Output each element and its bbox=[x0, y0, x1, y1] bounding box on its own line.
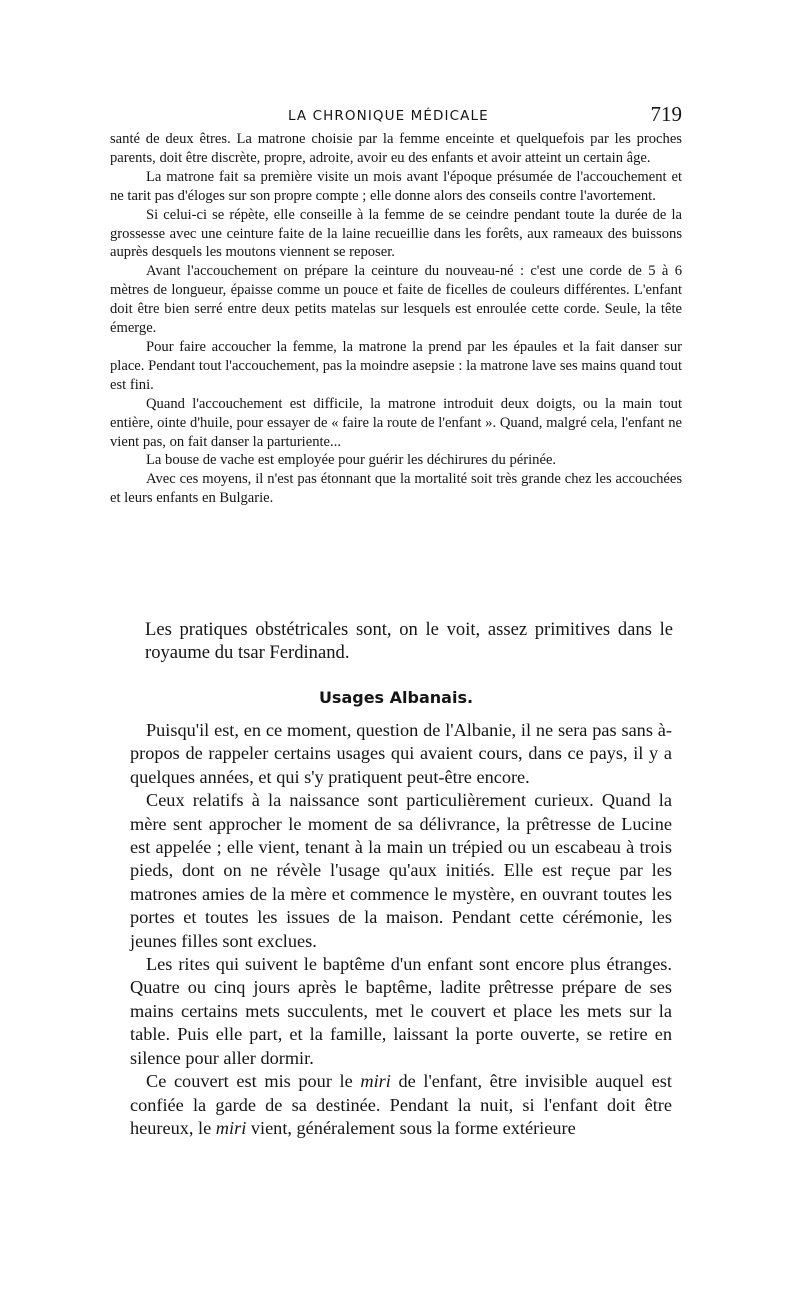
paragraph: Si celui-ci se répète, elle conseille à la femme de se ceindre pendant toute la durée de la grossesse avec une ceinture faite de la laine recueillie dans les forêts, aux rameaux des buissons auprès desquels les moutons viennent se reposer. bbox=[110, 206, 682, 261]
paragraph: Quand l'accouchement est difficile, la matrone introduit deux doigts, ou la main tout entière, ointe d'huile, pour essayer de « faire la route de l'enfant ». Quand, malgré cela, l'enfant ne vient pas, on fait danser la parturiente... bbox=[110, 395, 682, 450]
paragraph: Pour faire accoucher la femme, la matrone la prend par les épaules et la fait danser sur place. Pendant tout l'accouchement, pas la moindre asepsie : la matrone lave ses mains quand tout est fini. bbox=[110, 338, 682, 393]
albanian-customs-text bbox=[130, 719, 672, 1140]
paragraph: Avant l'accouchement on prépare la ceinture du nouveau-né : c'est une corde de 5 à 6 mètres de longueur, épaisse comme un pouce et faite de ficelles de couleurs différentes. L'enfant doit être bien serré entre deux petits matelas sur lesquels est enroulée cette corde. Seule, la tête émerge. bbox=[110, 263, 682, 337]
paragraph: Les rites qui suivent le baptême d'un enfant sont encore plus étranges. Quatre ou cinq jours après le baptême, ladite prêtresse prépare de ses mains certains mets succulents, met le couvert et place les mets sur la table. Puis elle part, et la famille, laissant la porte ouverte, se retire en silence pour aller dormir. bbox=[130, 954, 672, 1068]
paragraph: La matrone fait sa première visite un mois avant l'époque présumée de l'accouchement et ne tarit pas d'éloges sur son propre compte ; elle donne alors des conseils contre l'avortement. bbox=[110, 168, 682, 204]
text-fragment: vient, généralement sous la forme extérieure bbox=[246, 1117, 576, 1138]
page-number: 719 bbox=[650, 102, 682, 126]
paragraph: Puisqu'il est, en ce moment, question de l'Albanie, il ne sera pas sans à-propos de rappeler certains usages qui avaient cours, dans ce pays, il y a quelques années, et qui s'y pratiquent peut-être encore. bbox=[130, 720, 672, 787]
text-fragment: de l'enfant, être invisible auquel est confiée la garde de sa destinée. Pendant la nuit, si l'enfant doit être heureux, le bbox=[130, 1071, 672, 1138]
text-fragment: Ce couvert est mis pour le bbox=[146, 1071, 361, 1092]
paragraph: santé de deux êtres. La matrone choisie par la femme enceinte et quelquefois par les proches parents, doit être discrète, propre, adroite, avoir eu des enfants et avoir atteint un certain âge. bbox=[110, 131, 682, 166]
journal-title: LA CHRONIQUE MÉDICALE bbox=[288, 108, 489, 124]
paragraph bbox=[130, 1070, 672, 1140]
paragraph: La bouse de vache est employée pour guérir les déchirures du périnée. bbox=[146, 452, 557, 469]
italic-term: miri bbox=[215, 1117, 247, 1138]
conclusion-paragraph: Les pratiques obstétricales sont, on le voit, assez primitives dans le royaume du tsar Ferdinand. bbox=[145, 619, 673, 663]
italic-term: miri bbox=[360, 1071, 391, 1092]
paragraph: Ceux relatifs à la naissance sont particulièrement curieux. Quand la mère sent approcher le moment de sa délivrance, la prêtresse de Lucine est appelée ; elle vient, tenant à la main un trépied ou un escabeau à trois pieds, dont on ne révèle l'usage qu'aux initiés. Elle est reçue par les matrones amies de la mère et commence le mystère, en ouvrant toutes les portes et toutes les issues de la maison. Pendant cette cérémonie, les jeunes filles sont exclues. bbox=[130, 790, 672, 951]
section-title: Usages Albanais. bbox=[318, 688, 474, 707]
bulgarian-practices-text bbox=[110, 130, 682, 508]
paragraph: Avec ces moyens, il n'est pas étonnant que la mortalité soit très grande chez les accouchées et leurs enfants en Bulgarie. bbox=[110, 471, 682, 507]
